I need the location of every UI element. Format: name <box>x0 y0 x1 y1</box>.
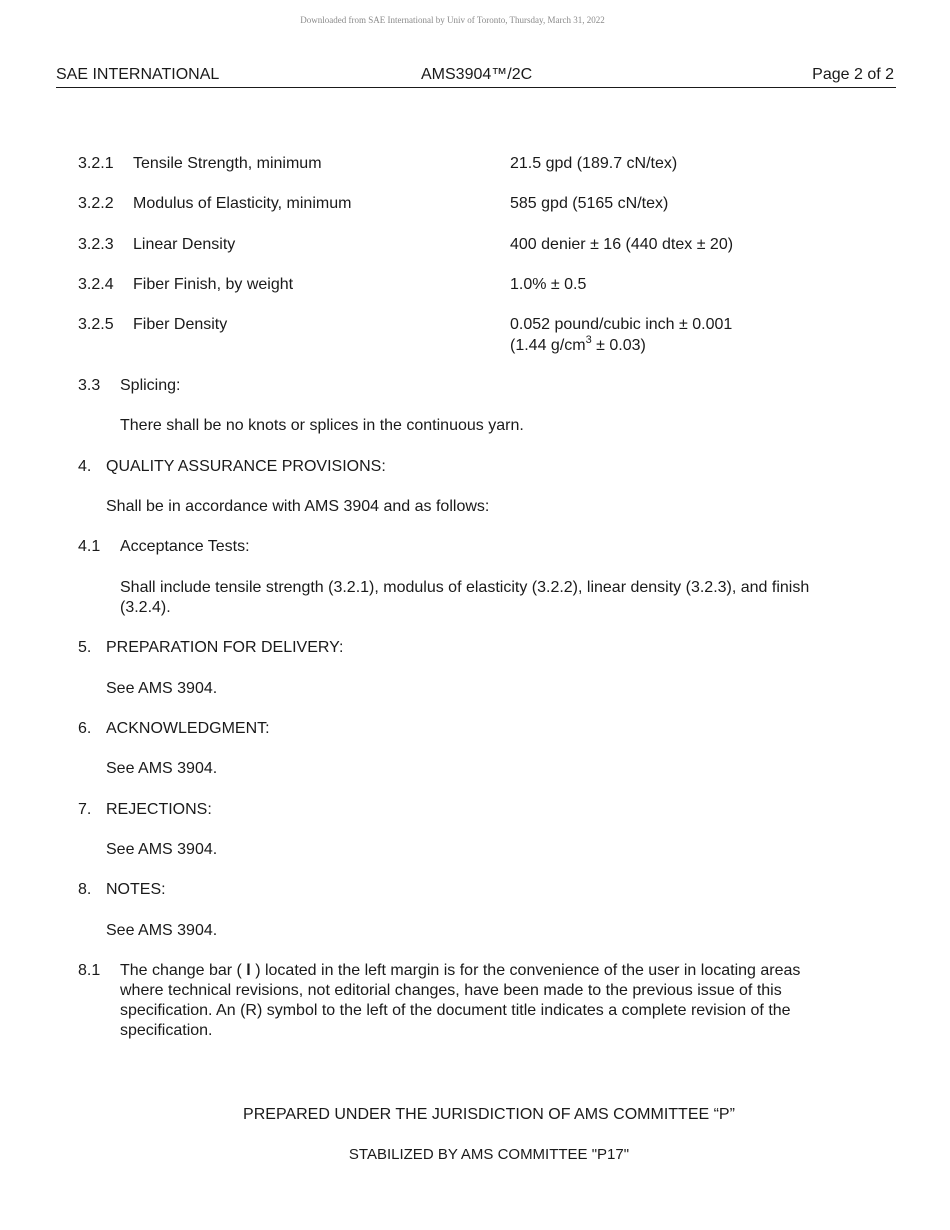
download-notice: Downloaded from SAE International by Univ of Toronto, Thursday, March 31, 2022 <box>300 15 605 25</box>
property-label: Tensile Strength, minimum <box>133 155 322 172</box>
property-number: 3.2.5 <box>78 316 114 333</box>
section-title: ACKNOWLEDGMENT: <box>106 720 270 737</box>
section-body: (3.2.4). <box>120 599 171 616</box>
section-body <box>120 961 800 981</box>
section-body: There shall be no knots or splices in the continuous yarn. <box>120 417 524 434</box>
section-number: 3.3 <box>78 377 101 394</box>
change-bar-text-suffix: ) located in the left margin is for the convenience of the user in locating areas <box>250 962 801 979</box>
property-value: 21.5 gpd (189.7 cN/tex) <box>510 155 678 172</box>
section-title: PREPARATION FOR DELIVERY: <box>106 639 344 656</box>
property-label: Fiber Density <box>133 316 228 333</box>
section-body: See AMS 3904. <box>106 841 218 858</box>
property-label: Linear Density <box>133 236 236 253</box>
header-page-number: Page 2 of 2 <box>812 66 894 83</box>
property-label: Fiber Finish, by weight <box>133 276 294 293</box>
section-number: 4.1 <box>78 538 101 555</box>
property-number: 3.2.1 <box>78 155 114 172</box>
density-value-prefix: (1.44 g/cm <box>510 337 586 354</box>
section-title: Splicing: <box>120 377 181 394</box>
section-body: See AMS 3904. <box>106 760 218 777</box>
change-bar-text-prefix: The change bar ( <box>120 962 247 979</box>
section-title: Acceptance Tests: <box>120 538 250 555</box>
superscript-three: 3 <box>585 334 592 346</box>
section-number: 6. <box>78 720 92 737</box>
section-number: 7. <box>78 801 92 818</box>
section-body: Shall be in accordance with AMS 3904 and as follows: <box>106 498 490 515</box>
change-bar-symbol: l <box>246 962 251 979</box>
section-body: Shall include tensile strength (3.2.1), modulus of elasticity (3.2.2), linear density (3.2.3), and finish <box>120 579 810 596</box>
density-value-suffix: ± 0.03) <box>591 337 646 354</box>
property-label: Modulus of Elasticity, minimum <box>133 195 352 212</box>
header-doc-number: AMS3904™/2C <box>421 66 533 83</box>
property-number: 3.2.3 <box>78 236 114 253</box>
section-title: NOTES: <box>106 881 166 898</box>
property-number: 3.2.4 <box>78 276 114 293</box>
property-value: 0.052 pound/cubic inch ± 0.001 <box>510 316 733 333</box>
property-value: 1.0% ± 0.5 <box>510 276 587 293</box>
stabilized-statement: STABILIZED BY AMS COMMITTEE "P17" <box>348 1146 630 1163</box>
property-value-line2 <box>510 336 646 357</box>
section-title: QUALITY ASSURANCE PROVISIONS: <box>106 458 386 475</box>
header-org: SAE INTERNATIONAL <box>56 66 220 83</box>
prepared-statement: PREPARED UNDER THE JURISDICTION OF AMS COMMITTEE “P” <box>243 1106 735 1123</box>
section-body: specification. An (R) symbol to the left of the document title indicates a complete revision of the <box>120 1002 791 1019</box>
section-body: See AMS 3904. <box>106 680 218 697</box>
section-body: specification. <box>120 1022 213 1039</box>
header-rule <box>56 87 896 88</box>
property-value: 400 denier ± 16 (440 dtex ± 20) <box>510 236 734 253</box>
section-number: 8. <box>78 881 92 898</box>
section-number: 8.1 <box>78 962 101 979</box>
property-value: 585 gpd (5165 cN/tex) <box>510 195 669 212</box>
section-title: REJECTIONS: <box>106 801 212 818</box>
section-number: 5. <box>78 639 92 656</box>
property-number: 3.2.2 <box>78 195 114 212</box>
section-number: 4. <box>78 458 92 475</box>
section-body: where technical revisions, not editorial changes, have been made to the previous issue of this <box>120 982 782 999</box>
section-body: See AMS 3904. <box>106 922 218 939</box>
